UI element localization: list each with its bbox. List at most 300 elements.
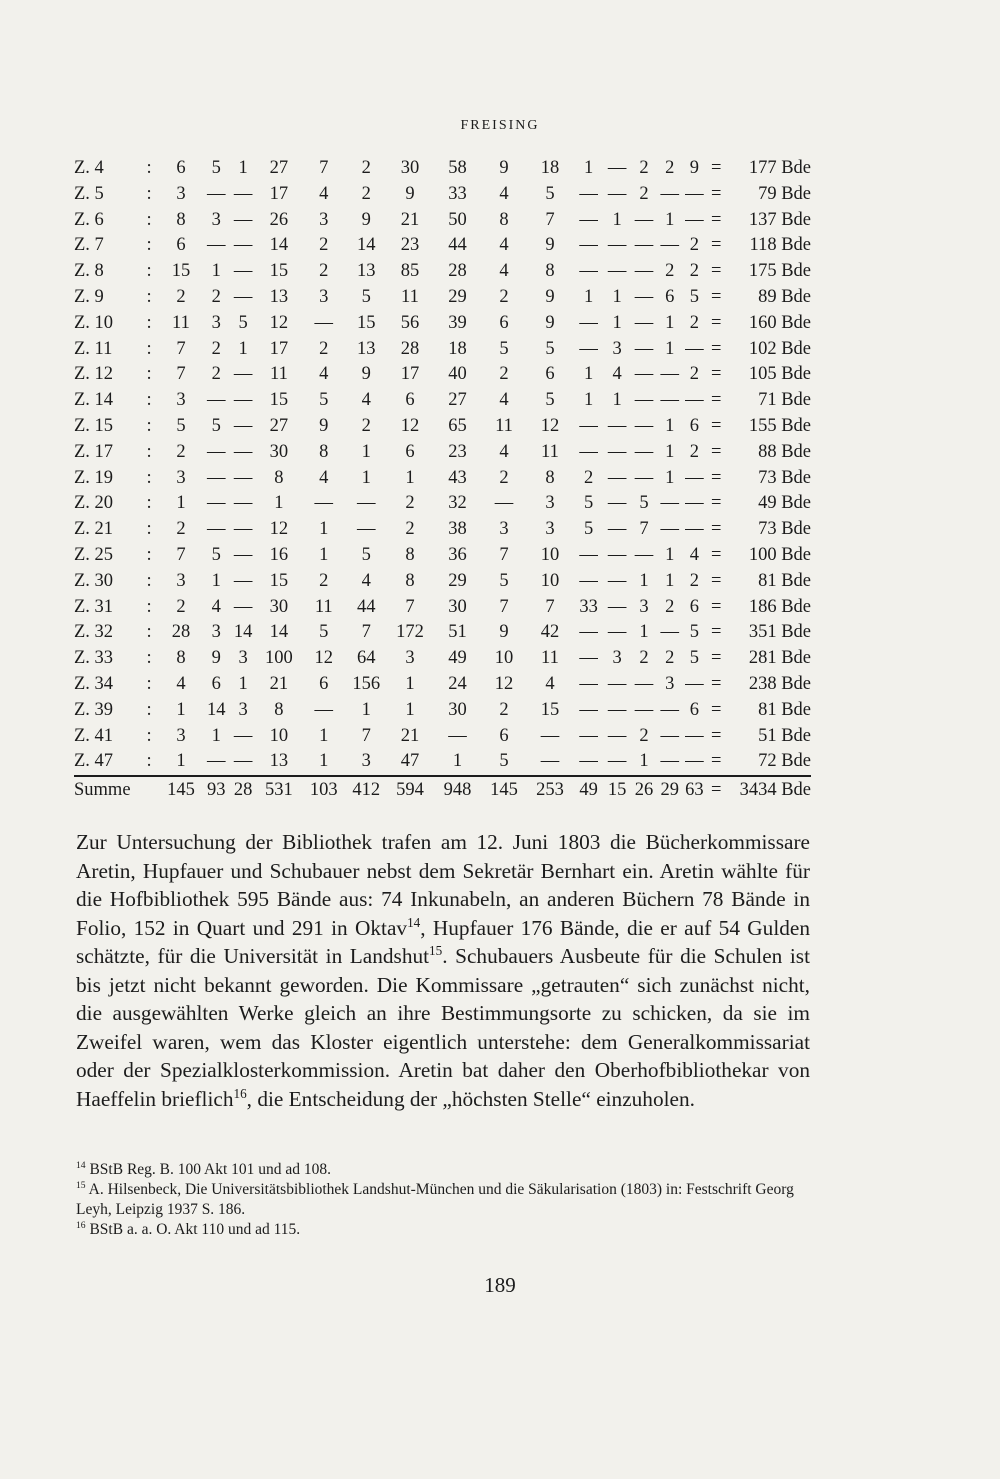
table-cell: 7	[405, 596, 415, 617]
equals-sign: =	[711, 312, 722, 333]
table-row	[74, 362, 811, 388]
table-cell: —	[206, 183, 226, 204]
table-cell: 2	[639, 725, 649, 746]
table-cell: 3	[319, 209, 329, 230]
table-cell: 1	[319, 544, 329, 565]
table-cell: —	[579, 261, 598, 282]
equals-sign: =	[711, 699, 722, 720]
equals-sign: =	[711, 493, 722, 514]
table-cell: 1	[238, 673, 248, 694]
row-label: Z. 4	[74, 158, 104, 178]
table-cell: 8	[274, 467, 284, 488]
table-cell: 5	[211, 544, 221, 565]
table-cell: —	[634, 673, 654, 694]
table-cell: 5	[211, 415, 221, 436]
footnote	[76, 1160, 810, 1180]
table-cell: —	[634, 261, 654, 282]
table-cell: 23	[400, 235, 420, 256]
table-cell: —	[660, 364, 679, 385]
table-cell: 3	[639, 596, 649, 617]
table-cell: —	[579, 338, 598, 359]
colon-separator: :	[146, 390, 152, 411]
footnote	[76, 1180, 810, 1220]
table-cell: 6	[211, 673, 221, 694]
colon-separator: :	[146, 235, 152, 256]
table-cell: —	[607, 725, 627, 746]
table-cell: 15	[269, 261, 289, 282]
table-cell: 145	[482, 776, 527, 804]
equals-sign: =	[711, 596, 722, 617]
table-cell: 49	[448, 648, 467, 669]
table-cell: 3	[238, 699, 248, 720]
table-cell: 2	[665, 261, 675, 282]
table-cell: 7	[545, 596, 555, 617]
table-cell: 85	[400, 261, 420, 282]
equals-sign: =	[711, 183, 722, 204]
table-cell: 11	[541, 648, 559, 669]
text-run: , die Entscheidung der „höchsten Stelle“ einzuholen.	[246, 1086, 695, 1111]
table-cell: 1	[583, 364, 594, 385]
table-sum-row	[74, 776, 811, 804]
table-cell: 2	[689, 235, 700, 256]
row-total: 81 Bde	[758, 570, 811, 591]
table-cell: 30	[448, 699, 467, 720]
table-cell: 9	[361, 209, 371, 230]
table-cell: 3	[211, 312, 221, 333]
table-cell: 30	[448, 596, 467, 617]
table-cell: 2	[211, 338, 221, 359]
equals-sign: =	[711, 415, 722, 436]
table-cell: 3	[176, 467, 186, 488]
table-cell: 2	[689, 364, 700, 385]
table-cell: —	[634, 467, 654, 488]
table-cell: —	[540, 725, 560, 746]
table-cell: 9	[211, 648, 221, 669]
equals-sign: =	[711, 622, 722, 643]
table-row	[74, 414, 811, 440]
table-cell: 26	[631, 776, 658, 804]
table-cell: 9	[499, 622, 509, 643]
table-cell: 14	[269, 622, 289, 643]
row-label: Z. 5	[74, 183, 104, 204]
table-cell: —	[233, 544, 253, 565]
table-cell: 15	[540, 699, 560, 720]
table-cell: 11	[270, 364, 288, 385]
row-label: Z. 25	[74, 544, 114, 565]
table-cell: 8	[545, 261, 555, 282]
equals-sign: =	[711, 725, 722, 746]
table-cell: 29	[448, 570, 467, 591]
table-cell: 2	[405, 493, 415, 514]
table-cell: 8	[405, 570, 415, 591]
table-cell: 11	[401, 286, 419, 307]
table-cell: 2	[499, 364, 509, 385]
table-cell: 11	[314, 596, 333, 617]
row-label: Z. 34	[74, 673, 114, 694]
table-cell: 3	[612, 338, 622, 359]
table-cell: —	[607, 596, 627, 617]
table-cell: 1	[176, 751, 186, 772]
table-cell: —	[660, 699, 679, 720]
table-cell: 3	[176, 183, 186, 204]
table-cell: 1	[238, 158, 248, 178]
table-cell: 7	[361, 622, 371, 643]
table-cell: —	[233, 415, 253, 436]
table-cell: 15	[357, 312, 376, 333]
row-label: Z. 47	[74, 751, 114, 772]
table-cell: 4	[545, 673, 555, 694]
table-cell: 253	[526, 776, 573, 804]
table-cell: —	[660, 235, 679, 256]
table-cell: —	[634, 364, 654, 385]
table-cell: 1	[319, 519, 329, 540]
table-cell: —	[634, 312, 654, 333]
table-cell: —	[607, 467, 627, 488]
row-label: Z. 39	[74, 699, 114, 720]
table-cell: —	[233, 751, 253, 772]
table-cell: 4	[319, 183, 329, 204]
table-cell: 1	[612, 209, 622, 230]
table-cell: 1	[583, 286, 594, 307]
table-cell: 103	[301, 776, 346, 804]
table-cell: 1	[665, 209, 675, 230]
row-total: 89 Bde	[758, 286, 811, 307]
table-cell: 44	[448, 235, 467, 256]
colon-separator: :	[146, 622, 152, 643]
equals-sign: =	[707, 776, 726, 804]
table-cell: 15	[604, 776, 631, 804]
table-cell: 3	[211, 209, 221, 230]
table-cell: —	[685, 390, 704, 411]
table-cell: 1	[176, 493, 186, 514]
table-cell: 17	[400, 364, 420, 385]
table-row	[74, 208, 811, 234]
colon-separator: :	[146, 415, 152, 436]
table-cell: 8	[176, 648, 186, 669]
table-cell: 64	[357, 648, 376, 669]
table-cell: 3	[176, 725, 186, 746]
colon-separator: :	[146, 441, 152, 462]
table-cell: —	[607, 570, 627, 591]
table-cell: 39	[448, 312, 467, 333]
table-cell: 1	[405, 699, 415, 720]
row-total: 137 Bde	[748, 209, 811, 230]
equals-sign: =	[711, 467, 722, 488]
table-cell: 17	[269, 338, 289, 359]
table-cell: 1	[319, 725, 329, 746]
table-cell: 1	[176, 699, 186, 720]
table-cell: 7	[639, 519, 649, 540]
table-cell: 5	[361, 286, 371, 307]
table-cell: 6	[176, 158, 186, 178]
table-cell: —	[634, 544, 654, 565]
table-row	[74, 466, 811, 492]
table-cell: —	[579, 415, 598, 436]
table-cell: 36	[448, 544, 467, 565]
table-cell: 1	[319, 751, 329, 772]
table-cell: —	[206, 751, 226, 772]
table-cell: —	[314, 493, 333, 514]
text-run: , Hupfauer 176 Bände, die er auf 54 Gulden schätzte, für die Universität in Landshut	[76, 915, 810, 968]
row-total: 102 Bde	[748, 338, 811, 359]
table-cell: 2	[639, 158, 649, 178]
table-cell: —	[357, 493, 376, 514]
table-cell: —	[206, 235, 226, 256]
table-cell: 6	[499, 725, 509, 746]
table-row	[74, 311, 811, 337]
row-label: Z. 6	[74, 209, 104, 230]
table-cell: 2	[361, 158, 371, 178]
table-row	[74, 517, 811, 543]
colon-separator: :	[146, 312, 152, 333]
footnote-text: A. Hilsenbeck, Die Universitätsbibliothek Landshut-München und die Säkularisation (1803) in: Festschrift Georg Leyh, Leipzig 1937 S. 186.	[76, 1181, 794, 1218]
table-cell: —	[233, 725, 253, 746]
table-cell: 28	[400, 338, 420, 359]
table-cell: 5	[176, 415, 186, 436]
table-cell: 12	[400, 415, 420, 436]
table-cell: 5	[639, 493, 649, 514]
table-cell: 531	[257, 776, 302, 804]
table-cell: —	[660, 725, 679, 746]
table-cell: 1	[665, 415, 675, 436]
table-cell: 1	[361, 441, 371, 462]
table-cell: 7	[319, 158, 329, 178]
table-cell: 10	[540, 570, 560, 591]
table-row	[74, 646, 811, 672]
table-cell: 1	[612, 286, 622, 307]
table-cell: —	[494, 493, 514, 514]
table-cell: 50	[448, 209, 467, 230]
equals-sign: =	[711, 364, 722, 385]
table-cell: 2	[499, 286, 509, 307]
table-cell: 1	[639, 622, 649, 643]
row-label: Z. 8	[74, 261, 104, 282]
table-cell: 4	[361, 390, 371, 411]
table-cell: 12	[494, 673, 514, 694]
table-cell: 9	[361, 364, 371, 385]
table-cell: 30	[269, 596, 289, 617]
table-cell: 3	[361, 751, 371, 772]
table-cell: —	[233, 364, 253, 385]
row-label: Z. 21	[74, 519, 114, 540]
table-cell: 4	[499, 261, 509, 282]
table-cell: 1	[405, 673, 415, 694]
table-cell: 5	[211, 158, 221, 178]
table-row	[74, 620, 811, 646]
table-cell: 12	[269, 312, 289, 333]
table-cell: 2	[689, 441, 700, 462]
table-cell: —	[607, 544, 627, 565]
colon-separator: :	[146, 364, 152, 385]
table-cell: 28	[230, 776, 257, 804]
table-cell: —	[206, 441, 226, 462]
table-cell: —	[579, 183, 598, 204]
table-cell: 9	[319, 415, 329, 436]
table-cell: 29	[448, 286, 467, 307]
table-cell: 6	[689, 415, 700, 436]
table-cell: 3	[545, 519, 555, 540]
table-cell: —	[579, 699, 598, 720]
table-cell: 8	[499, 209, 509, 230]
table-cell: 1	[452, 751, 463, 772]
table-cell: 12	[540, 415, 560, 436]
table-cell: —	[660, 183, 679, 204]
table-cell: 18	[448, 338, 467, 359]
row-total: 71 Bde	[758, 390, 811, 411]
table-cell: —	[607, 751, 627, 772]
table-cell: 4	[176, 673, 186, 694]
footnote-ref: 15	[429, 942, 443, 958]
equals-sign: =	[711, 209, 722, 230]
table-row	[74, 440, 811, 466]
table-row	[74, 672, 811, 698]
table-cell: 1	[211, 570, 221, 591]
table-cell: 1	[361, 467, 371, 488]
table-cell: 100	[265, 648, 293, 669]
text-run: Zur Untersuchung der Bibliothek trafen am 12. Juni 1803 die Bücherkommissare Aretin, Hupfauer und Schubauer nebst dem Sekretär Bernhart ein. Aretin wählte für die Hofbibliothek 595 Bände aus: 74 Inkunabeln, an anderen Büchern 78 Bände in Folio, 152 in Quart und 291 in Oktav	[76, 830, 810, 940]
table-cell: 10	[269, 725, 289, 746]
table-cell: 6	[499, 312, 509, 333]
table-cell: 2	[665, 596, 675, 617]
table-cell: 412	[346, 776, 386, 804]
table-cell: 8	[319, 441, 329, 462]
table-cell: 9	[499, 158, 509, 178]
table-cell: 2	[665, 158, 675, 178]
table-cell: —	[314, 699, 333, 720]
table-cell: 1	[665, 338, 675, 359]
footnote-ref: 16	[233, 1085, 247, 1101]
table-cell: 1	[665, 467, 675, 488]
table-cell: —	[206, 493, 226, 514]
table-cell: —	[448, 725, 467, 746]
table-cell: 4	[612, 364, 622, 385]
footnote-text: BStB a. a. O. Akt 110 und ad 115.	[89, 1221, 301, 1238]
table-cell: 10	[494, 648, 514, 669]
row-total: 3434 Bde	[726, 776, 811, 804]
table-row	[74, 749, 811, 776]
table-cell: 2	[689, 312, 700, 333]
table-cell: 12	[269, 519, 289, 540]
row-total: 49 Bde	[758, 493, 811, 514]
table-cell: 6	[689, 596, 700, 617]
table-cell: 2	[361, 183, 371, 204]
table-cell: 15	[171, 261, 191, 282]
table-cell: 5	[361, 544, 371, 565]
table-cell: 5	[545, 183, 555, 204]
row-label: Z. 15	[74, 415, 114, 436]
row-total: 105 Bde	[748, 364, 811, 385]
table-cell: —	[634, 209, 654, 230]
table-row	[74, 569, 811, 595]
page-number: 189	[484, 1273, 516, 1297]
table-cell: 2	[499, 699, 509, 720]
table-cell: —	[607, 415, 627, 436]
table-cell: 5	[689, 286, 700, 307]
colon-separator: :	[146, 158, 152, 178]
table-cell: 15	[269, 390, 289, 411]
table-cell: 18	[540, 158, 560, 178]
table-cell: 1	[639, 751, 649, 772]
table-cell: 28	[171, 622, 191, 643]
table-cell: 11	[541, 441, 559, 462]
row-total: 177 Bde	[748, 158, 811, 178]
table-cell: 9	[545, 235, 555, 256]
table-cell: 32	[448, 493, 467, 514]
table-cell: 2	[176, 519, 186, 540]
table-cell: —	[660, 493, 679, 514]
table-row	[74, 233, 811, 259]
table-cell: 93	[203, 776, 230, 804]
table-cell: 1	[238, 338, 248, 359]
table-cell: 10	[540, 544, 560, 565]
equals-sign: =	[711, 390, 722, 411]
table-cell: —	[607, 622, 627, 643]
table-cell: —	[660, 622, 679, 643]
table-cell: —	[634, 286, 654, 307]
table-cell: —	[607, 183, 627, 204]
table-cell: 2	[176, 441, 186, 462]
table-cell: —	[579, 673, 598, 694]
row-label: Z. 17	[74, 441, 114, 462]
table-cell: —	[634, 338, 654, 359]
table-cell: —	[579, 570, 598, 591]
row-total: 351 Bde	[748, 622, 811, 643]
table-cell: —	[233, 519, 253, 540]
table-cell: 3	[665, 673, 675, 694]
table-cell: 5	[499, 570, 509, 591]
text-run: . Schubauers Ausbeute für die Schulen ist bis jetzt nicht bekannt geworden. Die Kommissare „getrauten“ sich zunächst nicht, die ausgewählten Werke gleich an ihre Bestimmungsorte zu schicken, da sie im Zweifel waren, wem das Kloster eigentlich unterstehe: dem Generalkommissariat oder der Spezialklosterkommission. Aretin bat daher den Oberhofbibliothekar von Haeffelin brieflich	[76, 944, 810, 1111]
table-cell: —	[634, 699, 654, 720]
table-cell: —	[233, 441, 253, 462]
table-cell: 13	[357, 261, 376, 282]
table-cell: 7	[361, 725, 371, 746]
table-cell: 17	[269, 183, 289, 204]
table-cell: 58	[448, 158, 467, 178]
table-cell: 156	[352, 673, 381, 694]
table-cell: 3	[499, 519, 509, 540]
row-total: 79 Bde	[758, 183, 811, 204]
colon-separator: :	[146, 751, 152, 772]
equals-sign: =	[711, 261, 722, 282]
table-cell: —	[634, 390, 654, 411]
equals-sign: =	[711, 519, 722, 540]
colon-separator: :	[146, 725, 152, 746]
table-cell: 3	[176, 570, 186, 591]
table-cell: 1	[665, 544, 675, 565]
footnote-ref: 14	[407, 914, 421, 930]
table-cell: 24	[448, 673, 467, 694]
table-cell: 16	[269, 544, 289, 565]
table-cell: —	[233, 570, 253, 591]
table-cell: 65	[448, 415, 467, 436]
table-cell: —	[685, 338, 704, 359]
table-cell: —	[607, 235, 627, 256]
table-cell: 1	[665, 441, 675, 462]
table-cell: 8	[405, 544, 415, 565]
table-cell: 13	[269, 286, 289, 307]
table-cell: 33	[448, 183, 467, 204]
table-cell: 14	[233, 622, 253, 643]
table-cell: 49	[573, 776, 603, 804]
running-head: FREISING	[460, 118, 540, 133]
table-cell: —	[607, 158, 627, 178]
table-cell: 2	[689, 261, 700, 282]
equals-sign: =	[711, 673, 722, 694]
table-cell: 7	[545, 209, 555, 230]
colon-separator: :	[146, 699, 152, 720]
colon-separator: :	[146, 648, 152, 669]
table-cell: 4	[689, 544, 700, 565]
